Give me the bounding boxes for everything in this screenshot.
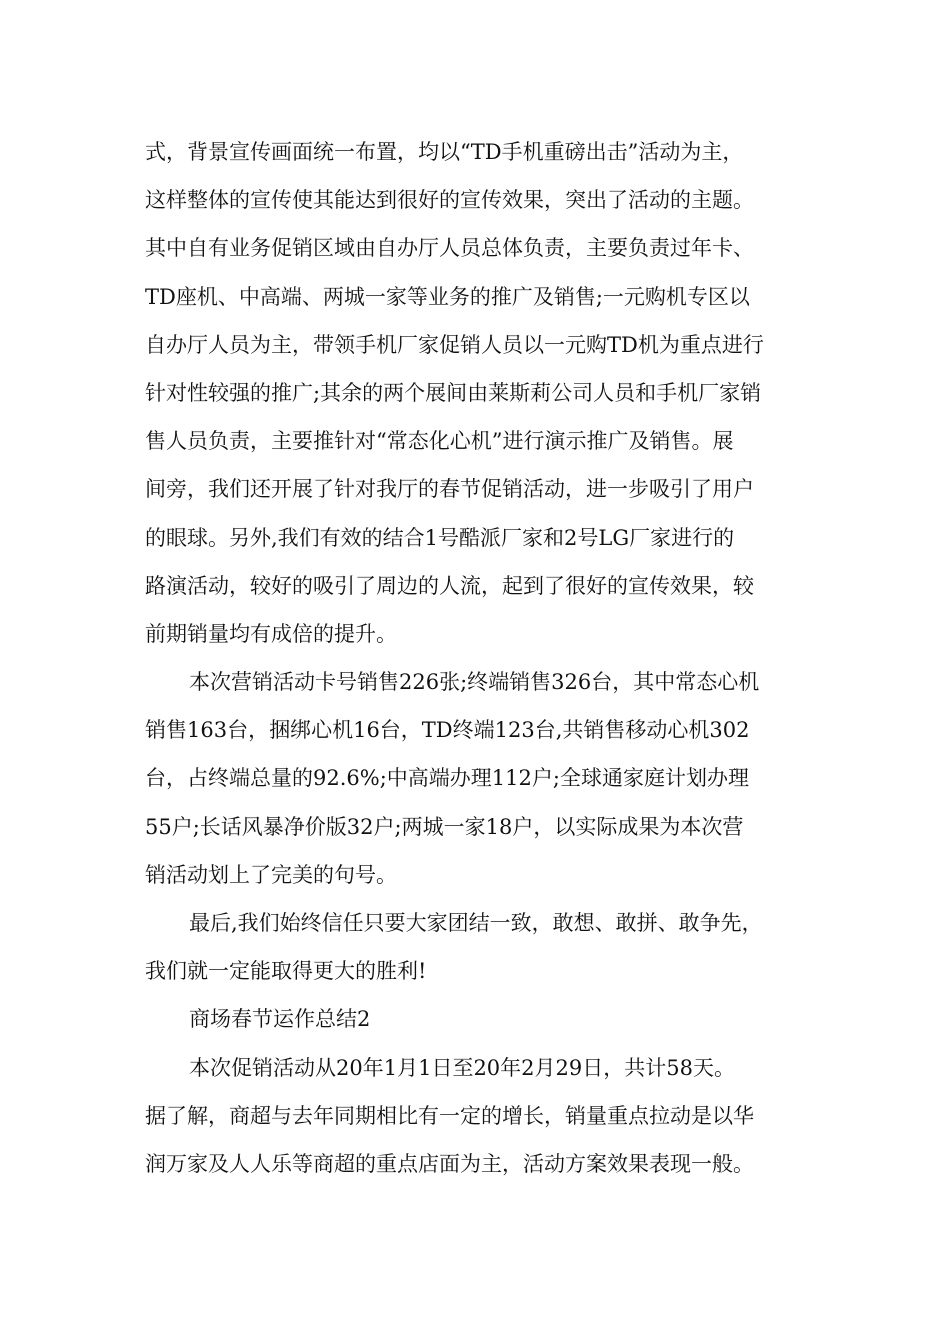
text-line: 商场春节运作总结2 [189,1007,371,1032]
text-line: 本次促销活动从20年1月1日至20年2月29日，共计58天。 [189,1055,735,1080]
text-line: 台，占终端总量的92.6%;中高端办理112户;全球通家庭计划办理 [145,766,749,791]
text-line: 式，背景宣传画面统一布置，均以“TD手机重磅出击”活动为主， [145,140,744,164]
text-line: 路演活动，较好的吸引了周边的人流，起到了很好的宣传效果，较 [145,573,754,598]
text-line: 据了解，商超与去年同期相比有一定的增长，销量重点拉动是以华 [145,1103,754,1128]
text-line: 间旁，我们还开展了针对我厅的春节促销活动，进一步吸引了用户 [145,477,754,502]
text-line: 前期销量均有成倍的提升。 [145,621,397,646]
text-line: 这样整体的宣传使其能达到很好的宣传效果，突出了活动的主题。 [145,188,754,213]
text-line: 销售163台，捆绑心机16台，TD终端123台,共销售移动心机302 [145,718,750,743]
text-line: 55户;长话风暴净价版32户;两城一家18户，以实际成果为本次营 [145,814,744,839]
text-line: 针对性较强的推广;其余的两个展间由莱斯莉公司人员和手机厂家销 [145,380,762,405]
text-line: 的眼球。另外,我们有效的结合1号酷派厂家和2号LG厂家进行的 [145,525,735,550]
document-body [145,128,825,1188]
text-line: 润万家及人人乐等商超的重点店面为主，活动方案效果表现一般。 [145,1151,754,1176]
text-line: 售人员负责，主要推针对“常态化心机”进行演示推广及销售。展 [145,429,734,454]
text-line: 自办厅人员为主，带领手机厂家促销人员以一元购TD机为重点进行 [145,332,764,357]
text-line: 其中自有业务促销区域由自办厅人员总体负责，主要负责过年卡、 [145,236,754,261]
text-line: 最后,我们始终信任只要大家团结一致，敢想、敢拼、敢争先， [189,911,763,935]
text-line: 本次营销活动卡号销售226张;终端销售326台，其中常态心机 [189,670,760,695]
text-line: TD座机、中高端、两城一家等业务的推广及销售;一元购机专区以 [145,284,750,309]
text-line: 我们就一定能取得更大的胜利! [145,959,427,984]
text-line: 销活动划上了完美的句号。 [145,862,397,887]
